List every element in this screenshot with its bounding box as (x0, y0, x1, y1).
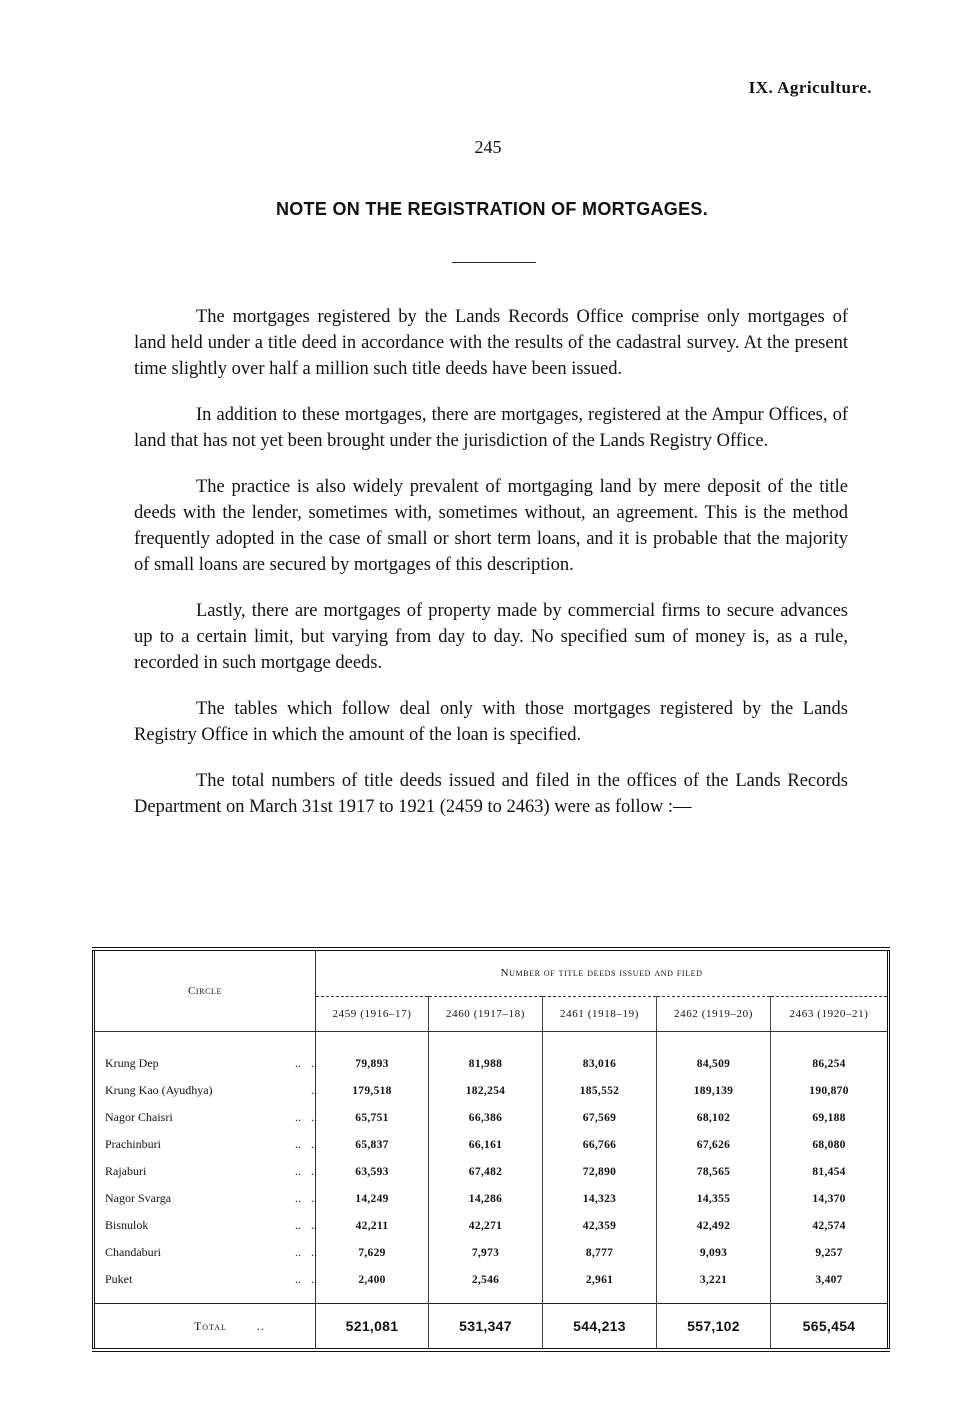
value-cell: 2,400 (316, 1266, 429, 1293)
circle-cell (94, 1104, 316, 1131)
table-body (94, 1032, 889, 1351)
value-cell: 67,482 (429, 1158, 543, 1185)
table-row (94, 1158, 889, 1185)
value-cell: 81,988 (429, 1050, 543, 1077)
leader-dots: .. (295, 1245, 301, 1259)
value-cell: 84,509 (657, 1050, 771, 1077)
leader-dots: .. (295, 1191, 301, 1205)
circle-name: Rajaburi (105, 1164, 147, 1178)
circle-name: Krung Kao (Ayudhya) (105, 1083, 213, 1097)
value-cell: 9,093 (657, 1239, 771, 1266)
value-cell: 2,961 (543, 1266, 657, 1293)
spacer-row (94, 1293, 889, 1304)
value-cell: 42,574 (812, 1219, 846, 1232)
circle-cell (94, 1158, 316, 1185)
circle-name: Nagor Chaisri (105, 1110, 173, 1124)
value-cell: 14,249 (316, 1185, 429, 1212)
document-title: NOTE ON THE REGISTRATION OF MORTGAGES. (275, 199, 709, 219)
value-cell: 67,569 (543, 1104, 657, 1131)
table-row (94, 1185, 889, 1212)
circle-cell (94, 1185, 316, 1212)
circle-name: Krung Dep (105, 1056, 159, 1070)
total-label-cell (94, 1304, 316, 1351)
leader-dots: .. (295, 1272, 301, 1286)
value-cell: 83,016 (543, 1050, 657, 1077)
circle-cell (94, 1266, 316, 1293)
value-cell: 67,626 (657, 1131, 771, 1158)
value-cell: 7,973 (429, 1239, 543, 1266)
value-cell: 42,271 (429, 1212, 543, 1239)
leader-dots: .. (311, 1245, 317, 1259)
title-divider (452, 262, 536, 263)
table-row (94, 1104, 889, 1131)
leader-dots: .. (311, 1137, 317, 1151)
value-cell: 42,492 (657, 1212, 771, 1239)
circle-name: Prachinburi (105, 1137, 161, 1151)
value-cell: 78,565 (657, 1158, 771, 1185)
value-cell: 14,286 (429, 1185, 543, 1212)
value-cell: 2,546 (429, 1266, 543, 1293)
leader-dots: .. (295, 1137, 301, 1151)
circle-cell (94, 1050, 316, 1077)
value-cell: 79,893 (316, 1050, 429, 1077)
value-cell: 9,257 (815, 1246, 843, 1259)
value-cell: 81,454 (812, 1165, 846, 1178)
value-cell: 182,254 (429, 1077, 543, 1104)
table-row (94, 1239, 889, 1266)
paragraph: Lastly, there are mortgages of property made by commercial firms to secure advances up to a certain limit, but varying from day to day. No specified sum of money is, as a rule, recorded in such mortgage deeds. (134, 601, 848, 673)
year-column-header: 2461 (1918–19) (543, 996, 657, 1031)
value-cell: 7,629 (316, 1239, 429, 1266)
total-value-cell: 557,102 (657, 1304, 771, 1351)
circle-cell (94, 1131, 316, 1158)
group-column-header: Number of title deeds issued and filed (316, 949, 889, 996)
value-cell: 42,359 (543, 1212, 657, 1239)
leader-dots: .. (295, 1218, 301, 1232)
value-cell: 66,386 (429, 1104, 543, 1131)
total-value-cell: 544,213 (543, 1304, 657, 1351)
total-value-cell: 521,081 (316, 1304, 429, 1351)
year-column-header: 2460 (1917–18) (429, 996, 543, 1031)
leader-dots: .. (311, 1110, 317, 1124)
total-row (94, 1304, 889, 1351)
circle-column-header: Circle (94, 949, 316, 1032)
year-column-header: 2463 (1920–21) (771, 996, 889, 1031)
leader-dots: .. (311, 1164, 317, 1178)
title-deeds-table (92, 947, 890, 1352)
total-value-cell: 565,454 (771, 1304, 889, 1351)
leader-dots: .. (311, 1191, 317, 1205)
table-row (94, 1131, 889, 1158)
body-text (134, 304, 848, 840)
leader-dots: .. (257, 1318, 265, 1333)
paragraph: The mortgages registered by the Lands Records Office comprise only mortgages of land held under a title deed in accordance with the results of the cadastral survey. At the present time slightly over half a million such title deeds have been issued. (134, 307, 848, 379)
circle-name: Nagor Svarga (105, 1191, 172, 1205)
value-cell: 72,890 (543, 1158, 657, 1185)
value-cell: 65,751 (316, 1104, 429, 1131)
paragraph: The total numbers of title deeds issued and filed in the offices of the Lands Records Department on March 31st 1917 to 1921 (2459 to 2463) were as follow :— (134, 771, 848, 817)
circle-cell (94, 1212, 316, 1239)
total-label: Total (193, 1318, 227, 1333)
table-row (94, 1077, 889, 1104)
value-cell: 86,254 (812, 1057, 846, 1070)
value-cell: 66,766 (543, 1131, 657, 1158)
circle-cell (94, 1239, 316, 1266)
circle-name: Chandaburi (105, 1245, 161, 1259)
leader-dots: .. (311, 1056, 317, 1070)
value-cell: 69,188 (812, 1111, 846, 1124)
value-cell: 68,080 (812, 1138, 846, 1151)
value-cell: 3,221 (657, 1266, 771, 1293)
value-cell: 14,370 (812, 1192, 846, 1205)
value-cell: 42,211 (316, 1212, 429, 1239)
table-row (94, 1050, 889, 1077)
value-cell: 190,870 (809, 1084, 849, 1097)
value-cell: 66,161 (429, 1131, 543, 1158)
value-cell: 14,355 (657, 1185, 771, 1212)
page-number: 245 (474, 137, 502, 157)
value-cell: 3,407 (815, 1273, 843, 1286)
title-deeds-table-container (92, 947, 887, 1352)
circle-name: Puket (105, 1272, 133, 1286)
value-cell: 63,593 (316, 1158, 429, 1185)
section-label: IX. Agriculture. (748, 78, 872, 97)
circle-cell (94, 1077, 316, 1104)
leader-dots: .. (295, 1056, 301, 1070)
paragraph: The practice is also widely prevalent of mortgaging land by mere deposit of the title deeds with the lender, sometimes with, sometimes without, an agreement. This is the method frequently adopted in the case of small or short term loans, and it is probable that the majority of small loans are secured by mortgages of this description. (134, 477, 848, 575)
table-row (94, 1266, 889, 1293)
paragraph: The tables which follow deal only with those mortgages registered by the Lands Registry Office in which the amount of the loan is specified. (134, 699, 848, 745)
leader-dots: .. (311, 1272, 317, 1286)
value-cell: 68,102 (657, 1104, 771, 1131)
value-cell: 179,518 (316, 1077, 429, 1104)
table-row (94, 1212, 889, 1239)
value-cell: 185,552 (543, 1077, 657, 1104)
leader-dots: .. (311, 1083, 317, 1097)
value-cell: 189,139 (657, 1077, 771, 1104)
year-column-header: 2462 (1919–20) (657, 996, 771, 1031)
value-cell: 8,777 (543, 1239, 657, 1266)
value-cell: 65,837 (316, 1131, 429, 1158)
total-value-cell: 531,347 (429, 1304, 543, 1351)
circle-name: Bisnulok (105, 1218, 149, 1232)
year-column-header: 2459 (1916–17) (316, 996, 429, 1031)
leader-dots: .. (295, 1164, 301, 1178)
value-cell: 14,323 (543, 1185, 657, 1212)
paragraph: In addition to these mortgages, there are mortgages, registered at the Ampur Offices, of land that has not yet been brought under the jurisdiction of the Lands Registry Office. (134, 405, 848, 451)
spacer-row (94, 1032, 889, 1051)
leader-dots: .. (311, 1218, 317, 1232)
leader-dots: .. (295, 1110, 301, 1124)
